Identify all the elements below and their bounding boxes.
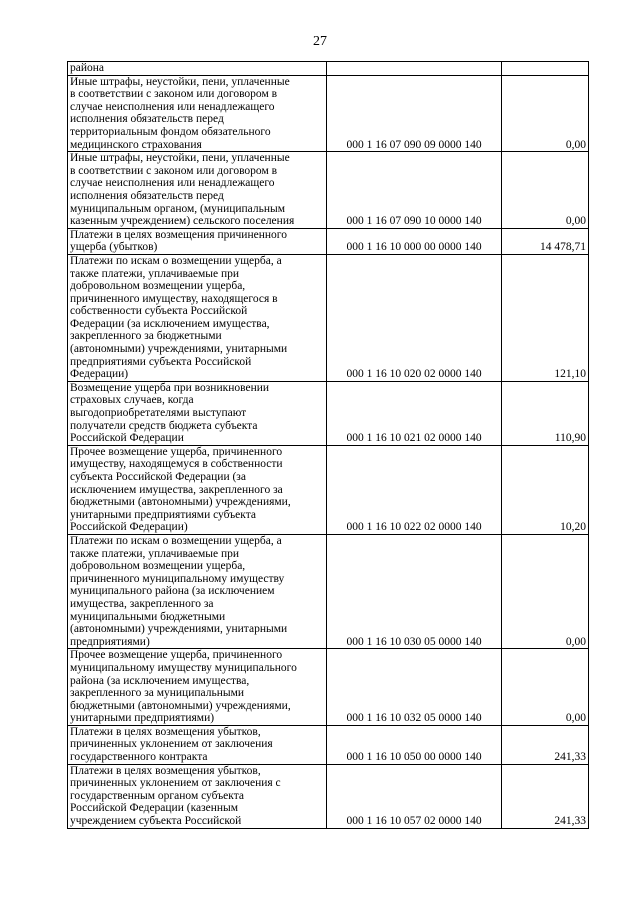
row-amount-cell: 110,90: [502, 381, 589, 445]
row-code-cell: 000 1 16 10 020 02 0000 140: [327, 254, 502, 381]
row-name-cell: Иные штрафы, неустойки, пени, уплаченные в соответствии с законом или договором в случае неисполнения или ненадлежащего исполнения обязательств перед территориальным фондом обязательного медицинского страхования: [68, 75, 327, 152]
table-row: [68, 649, 589, 726]
row-amount-cell: 0,00: [502, 534, 589, 648]
row-amount-cell: 0,00: [502, 75, 589, 152]
row-amount-cell: 241,33: [502, 725, 589, 764]
row-code-cell: 000 1 16 07 090 09 0000 140: [327, 75, 502, 152]
row-code-cell: 000 1 16 10 030 05 0000 140: [327, 534, 502, 648]
row-code-cell: 000 1 16 10 057 02 0000 140: [327, 764, 502, 828]
table-row: [68, 228, 589, 254]
row-amount-cell: 241,33: [502, 764, 589, 828]
revenue-table: [67, 61, 589, 829]
table-row: [68, 764, 589, 828]
row-amount-cell: [502, 62, 589, 76]
row-name-cell: Иные штрафы, неустойки, пени, уплаченные в соответствии с законом или договором в случае неисполнения или ненадлежащего исполнения обязательств перед муниципальным органом, (муниципальным казенным учреждением) сельского поселения: [68, 152, 327, 229]
table-row: [68, 62, 589, 76]
row-code-cell: 000 1 16 10 050 00 0000 140: [327, 725, 502, 764]
row-name-cell: Платежи по искам о возмещении ущерба, а также платежи, уплачиваемые при добровольном возмещении ущерба, причиненного имуществу, находящегося в собственности субъекта Российской Федерации (за исключением имущества, закрепленного за бюджетными (автономными) учреждениями, унитарными предприятиями субъекта Российской Федерации): [68, 254, 327, 381]
table-row: [68, 152, 589, 229]
table-row: [68, 75, 589, 152]
row-code-cell: 000 1 16 10 021 02 0000 140: [327, 381, 502, 445]
table-row: [68, 381, 589, 445]
row-name-cell: Платежи в целях возмещения причиненного ущерба (убытков): [68, 228, 327, 254]
row-amount-cell: 10,20: [502, 445, 589, 534]
table-row: [68, 534, 589, 648]
row-name-cell: Платежи по искам о возмещении ущерба, а также платежи, уплачиваемые при добровольном возмещении ущерба, причиненного муниципальному имуществу муниципального района (за исключением имущества, закрепленного за муниципальными бюджетными (автономными) учреждениями, унитарными предприятиями): [68, 534, 327, 648]
table-row: [68, 445, 589, 534]
row-name-cell: Прочее возмещение ущерба, причиненного муниципальному имуществу муниципального района (за исключением имущества, закрепленного за муниципальными бюджетными (автономными) учреждениями, унитарными предприятиями): [68, 649, 327, 726]
row-name-cell: района: [68, 62, 327, 76]
row-code-cell: 000 1 16 10 022 02 0000 140: [327, 445, 502, 534]
page-number: 27: [313, 34, 327, 49]
row-name-cell: Возмещение ущерба при возникновении страховых случаев, когда выгодоприобретателями выступают получатели средств бюджета субъекта Российской Федерации: [68, 381, 327, 445]
table-row: [68, 725, 589, 764]
row-code-cell: 000 1 16 07 090 10 0000 140: [327, 152, 502, 229]
row-amount-cell: 0,00: [502, 649, 589, 726]
row-amount-cell: 121,10: [502, 254, 589, 381]
row-amount-cell: 0,00: [502, 152, 589, 229]
row-name-cell: Платежи в целях возмещения убытков, причиненных уклонением от заключения с государственным органом субъекта Российской Федерации (казенным учреждением субъекта Российской: [68, 764, 327, 828]
row-code-cell: [327, 62, 502, 76]
row-amount-cell: 14 478,71: [502, 228, 589, 254]
row-code-cell: 000 1 16 10 000 00 0000 140: [327, 228, 502, 254]
row-name-cell: Платежи в целях возмещения убытков, причиненных уклонением от заключения государственного контракта: [68, 725, 327, 764]
table-row: [68, 254, 589, 381]
row-code-cell: 000 1 16 10 032 05 0000 140: [327, 649, 502, 726]
row-name-cell: Прочее возмещение ущерба, причиненного имуществу, находящемуся в собственности субъекта Российской Федерации (за исключением имущества, закрепленного за бюджетными (автономными) учреждениями, унитарными предприятиями субъекта Российской Федерации): [68, 445, 327, 534]
